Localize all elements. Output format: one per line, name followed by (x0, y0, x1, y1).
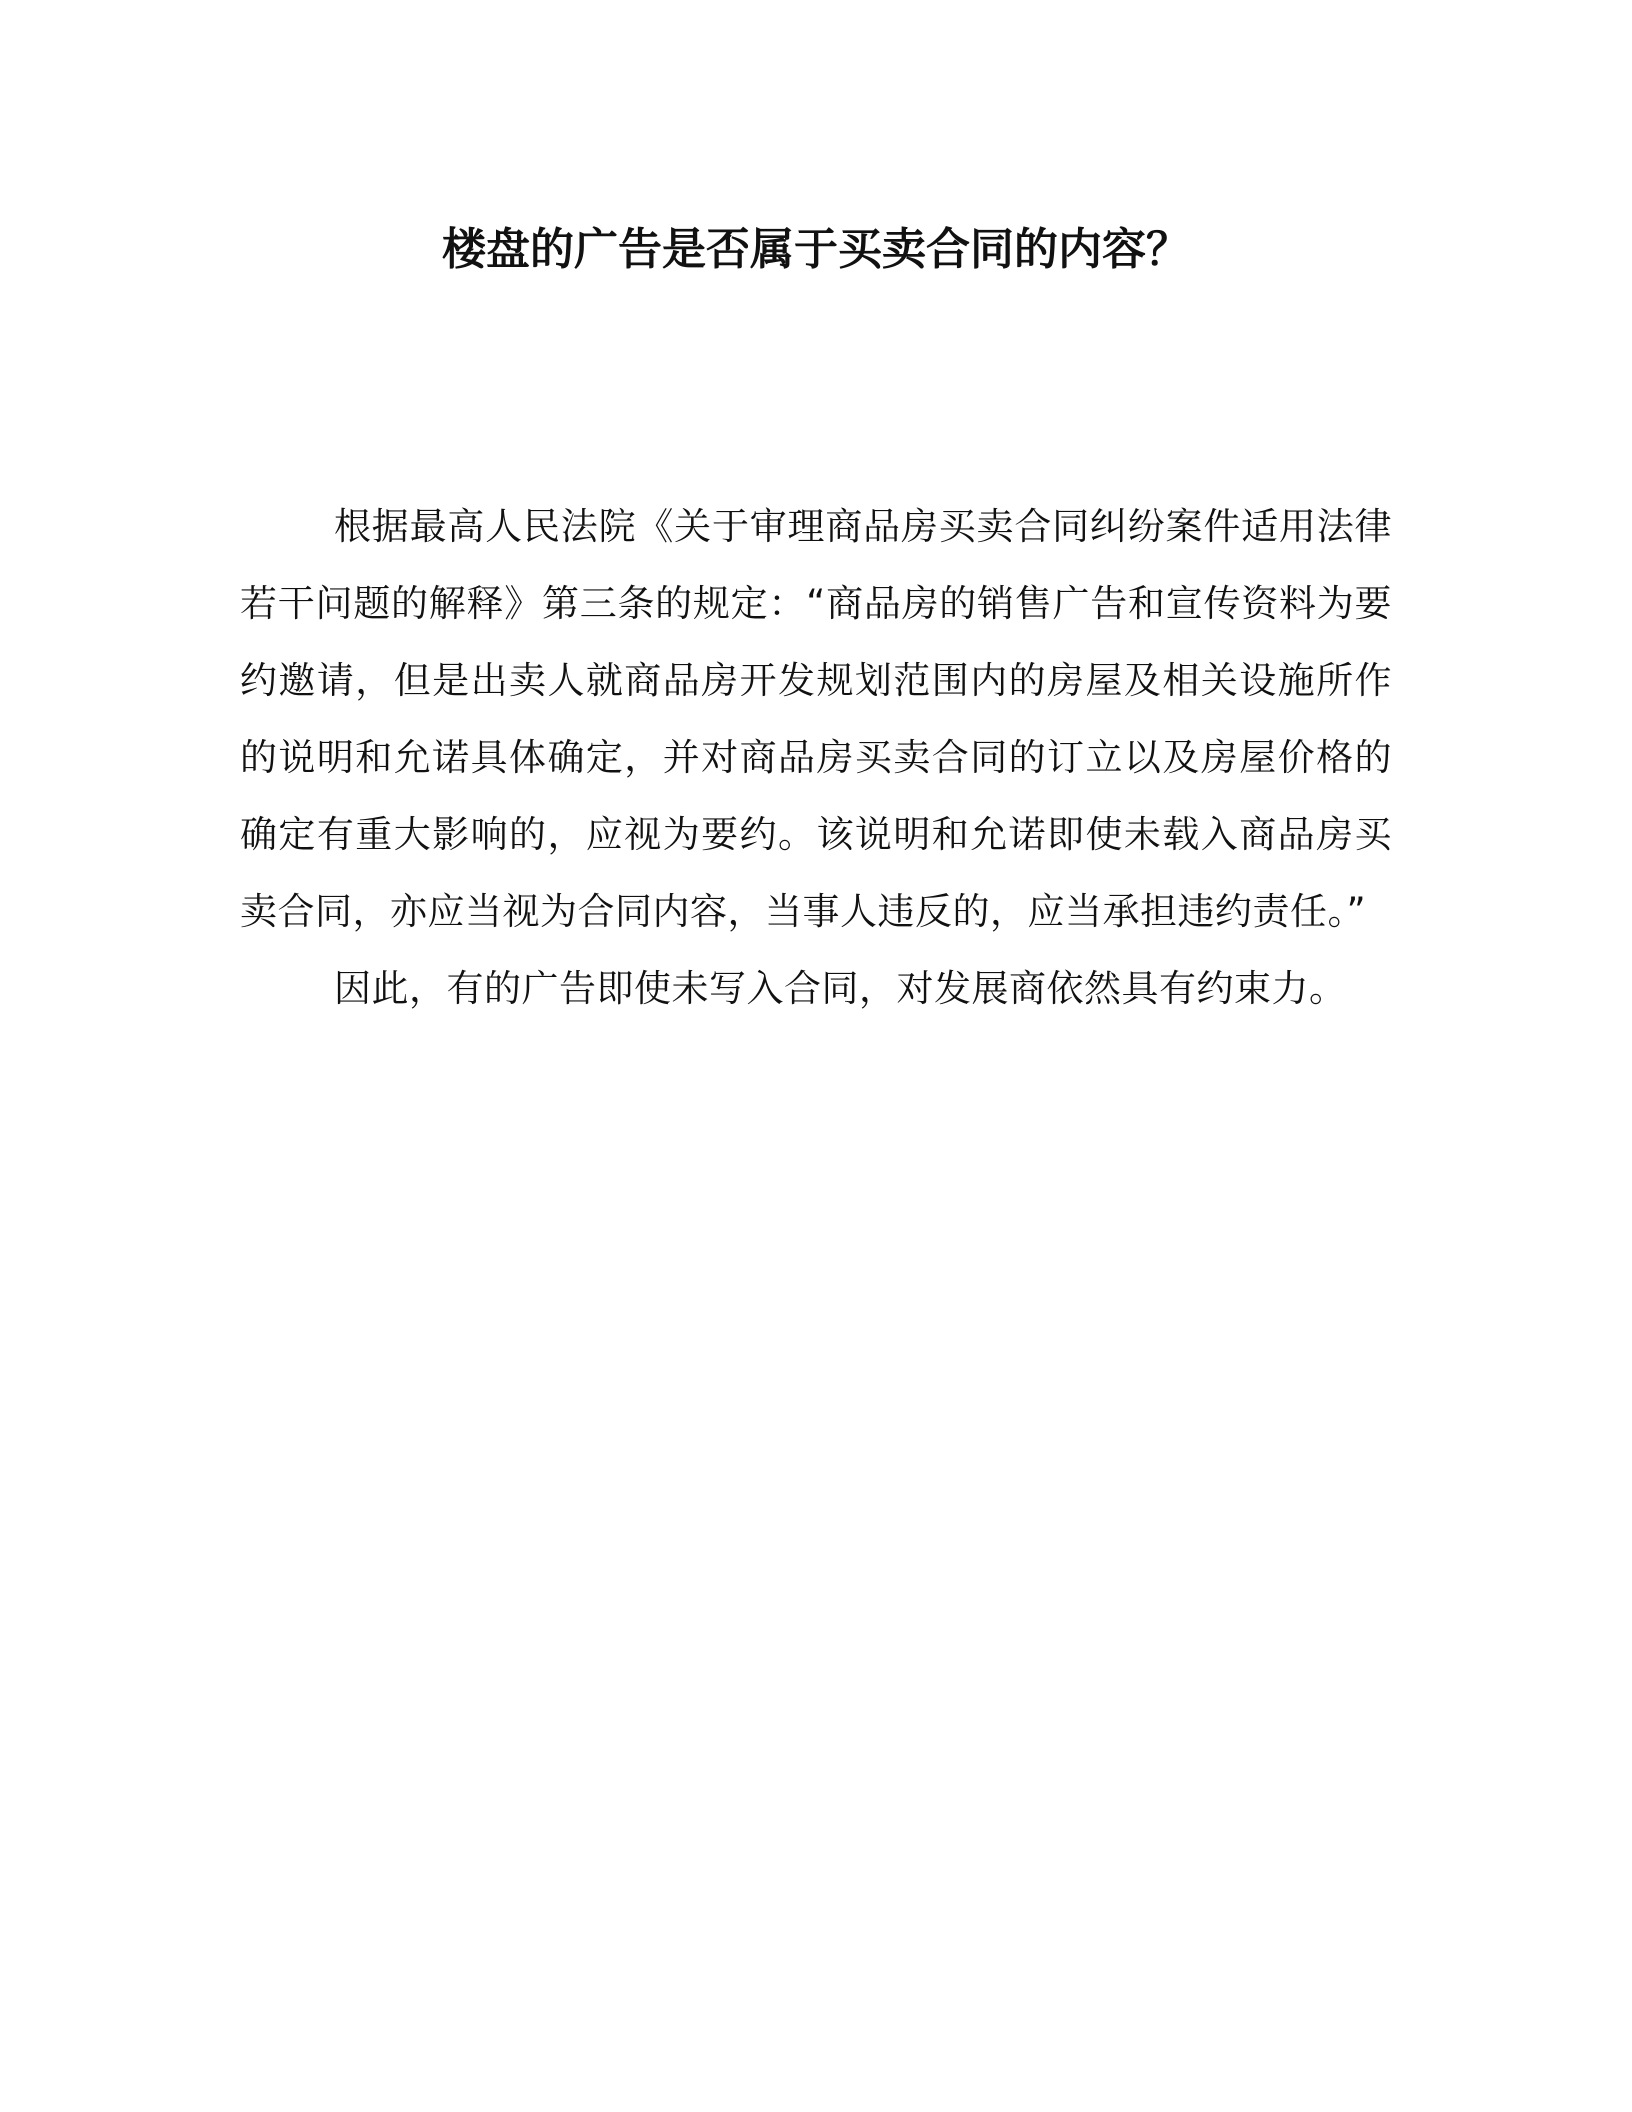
paragraph-conclusion: 因此，有的广告即使未写入合同，对发展商依然具有约束力。 (334, 967, 1347, 1010)
page-title: 楼盘的广告是否属于买卖合同的内容？ (442, 224, 1190, 275)
paragraph-legal-provision: 根据最高人民法院《关于审理商品房买卖合同纠纷案件适用法律若干问题的解释》第三条的规定：“商品房的销售广告和宣传资料为要约邀请，但是出卖人就商品房开发规划范围内的房屋及相关设施所作的说明和允诺具体确定，并对商品房买卖合同的订立以及房屋价格的确定有重大影响的，应视为要约。该说明和允诺即使未载入商品房买卖合同，亦应当视为合同内容，当事人违反的，应当承担违约责任。” (240, 505, 1392, 933)
document-body (240, 488, 1392, 1027)
